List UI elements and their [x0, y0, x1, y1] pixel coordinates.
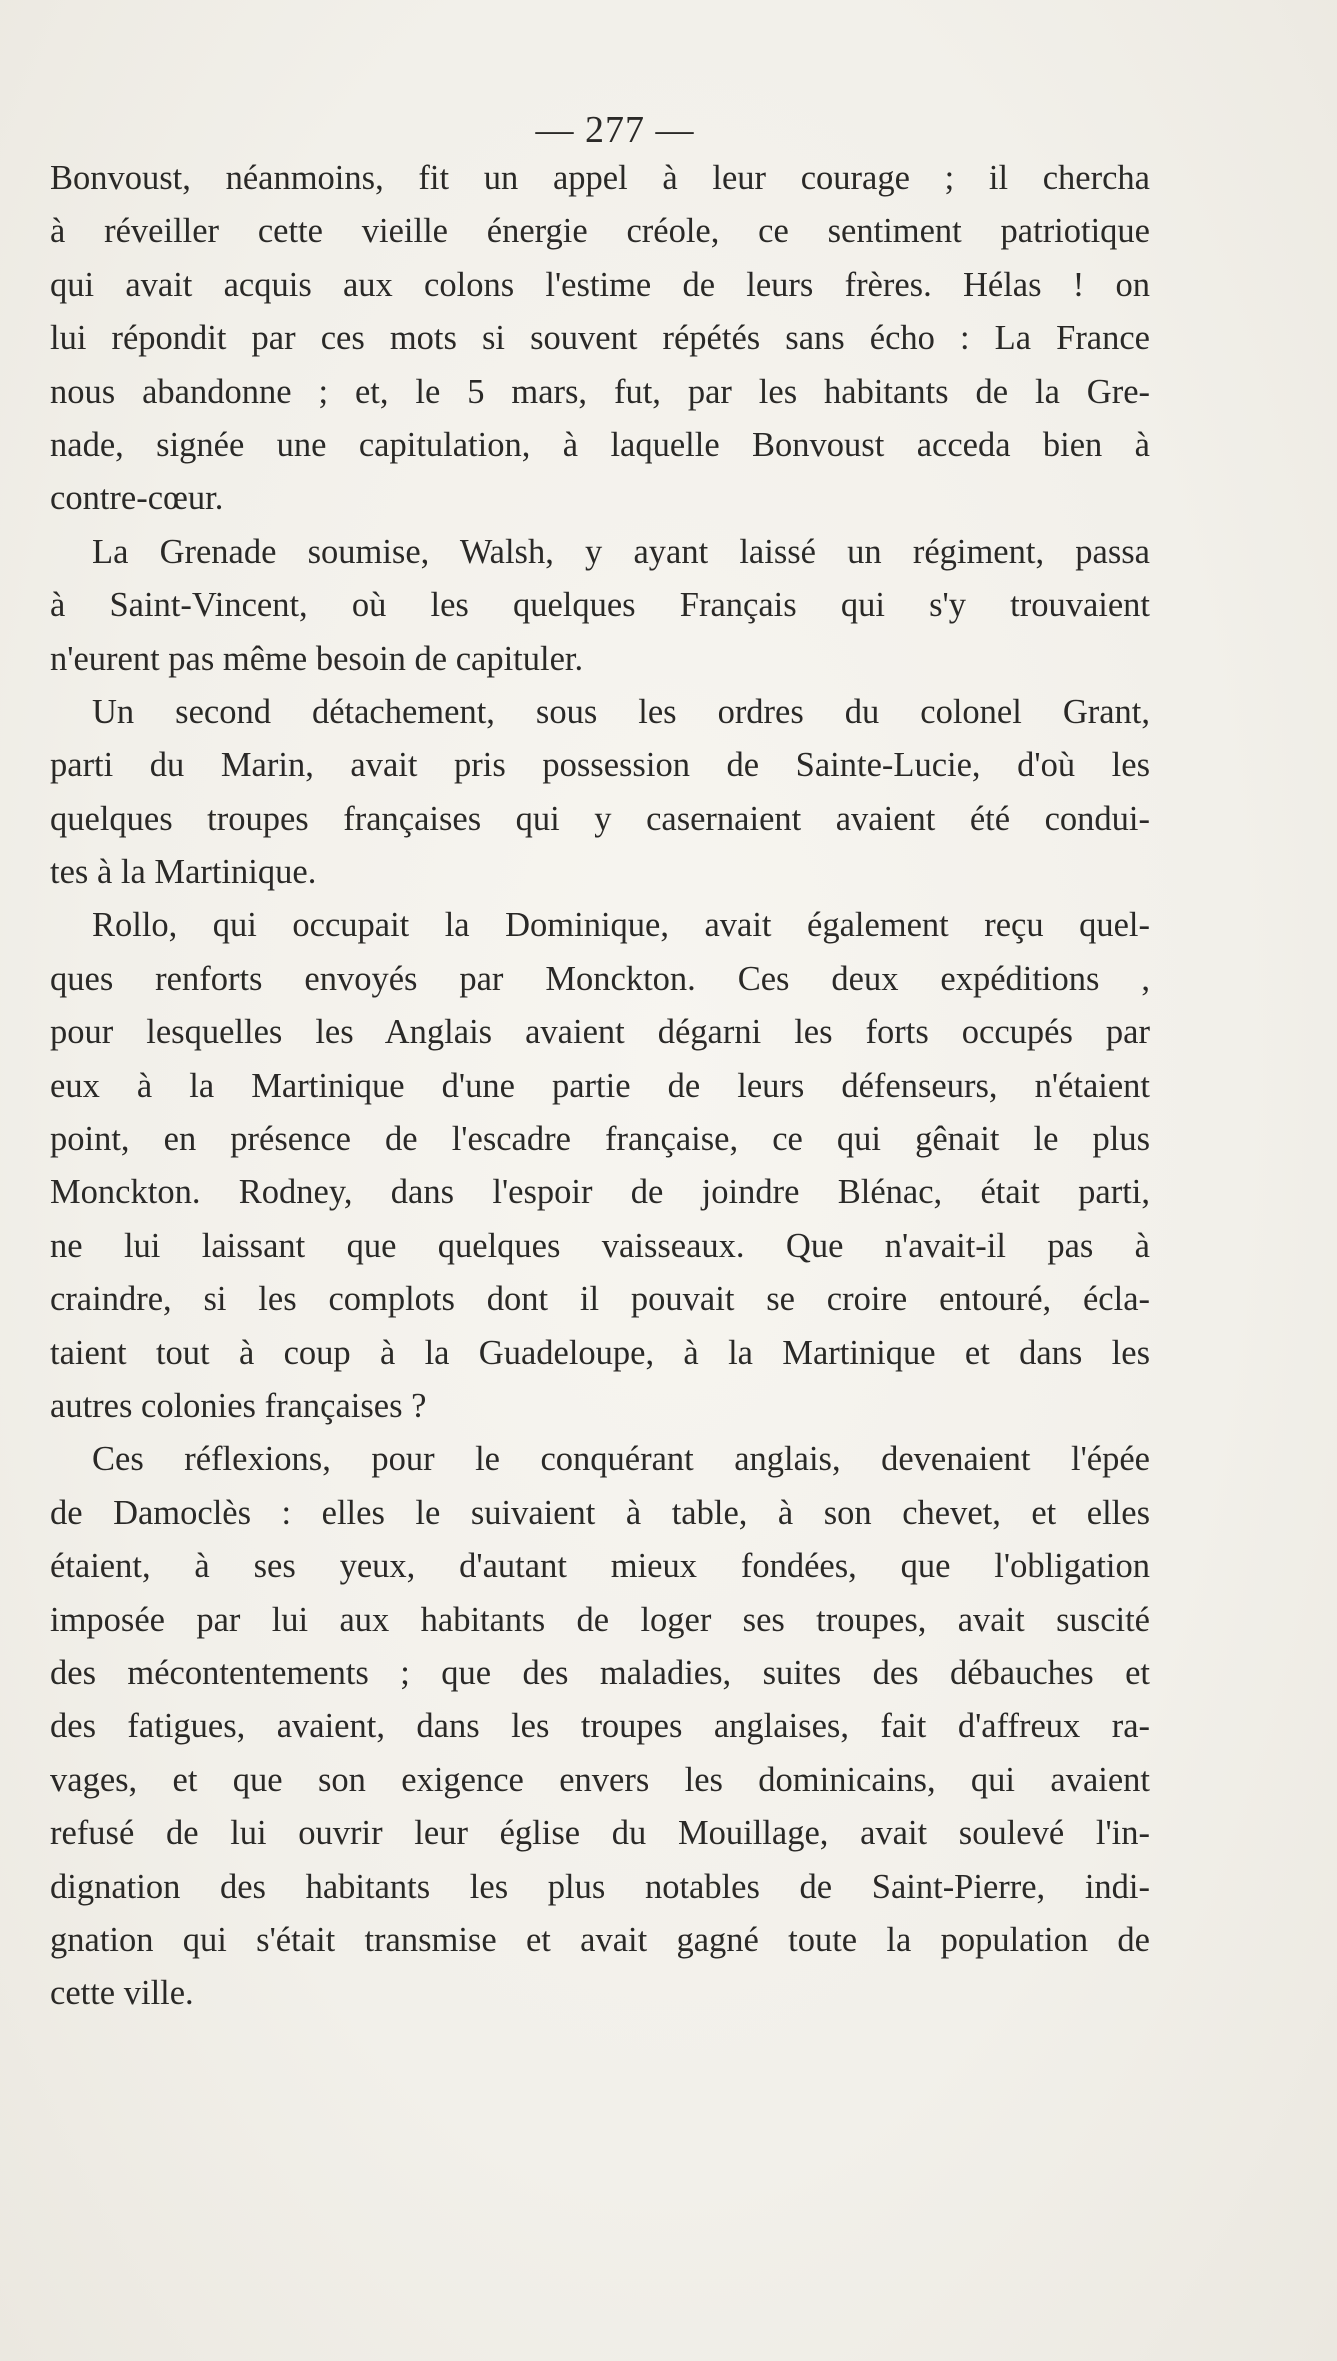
text-line: de Damoclès : elles le suivaient à table, à son chevet, et elles: [50, 1493, 1150, 1532]
paragraph-5: [50, 1433, 1150, 2020]
text-line: ne lui laissant que quelques vaisseaux. Que n'avait-il pas à: [50, 1226, 1150, 1265]
text-line: taient tout à coup à la Guadeloupe, à la Martinique et dans les: [50, 1333, 1150, 1372]
paragraph-4: [50, 899, 1150, 1433]
text-line: point, en présence de l'escadre française, ce qui gênait le plus: [50, 1120, 1150, 1159]
text-line: Rollo, qui occupait la Dominique, avait également reçu quel-: [92, 906, 1150, 945]
text-line: nade, signée une capitulation, à laquelle Bonvoust acceda bien à: [50, 425, 1150, 464]
text-line: quelques troupes françaises qui y casernaient avaient été condui-: [50, 799, 1150, 838]
paragraph-3: [50, 686, 1150, 900]
text-line: Monckton. Rodney, dans l'espoir de joindre Blénac, était parti,: [50, 1173, 1150, 1212]
text-line: gnation qui s'était transmise et avait gagné toute la population de: [50, 1920, 1150, 1959]
text-line: eux à la Martinique d'une partie de leurs défenseurs, n'étaient: [50, 1066, 1150, 1105]
text-line: dignation des habitants les plus notables de Saint-Pierre, indi-: [50, 1867, 1150, 1906]
text-line: imposée par lui aux habitants de loger ses troupes, avait suscité: [50, 1600, 1150, 1639]
text-line: vages, et que son exigence envers les dominicains, qui avaient: [50, 1760, 1150, 1799]
text-line: Ces réflexions, pour le conquérant anglais, devenaient l'épée: [92, 1440, 1150, 1479]
text-line: contre-cœur.: [50, 479, 224, 518]
text-line: Bonvoust, néanmoins, fit un appel à leur courage ; il chercha: [50, 159, 1150, 197]
text-line: autres colonies françaises ?: [50, 1386, 427, 1425]
text-line: étaient, à ses yeux, d'autant mieux fondées, que l'obligation: [50, 1547, 1150, 1586]
text-line: qui avait acquis aux colons l'estime de leurs frères. Hélas ! on: [50, 265, 1150, 304]
text-line: parti du Marin, avait pris possession de Sainte-Lucie, d'où les: [50, 746, 1150, 785]
paragraph-2: [50, 526, 1150, 686]
text-line: cette ville.: [50, 1974, 194, 2013]
text-line: craindre, si les complots dont il pouvait se croire entouré, écla-: [50, 1280, 1150, 1319]
body-text: [50, 152, 1150, 2021]
paragraph-1: [50, 152, 1150, 526]
text-line: pour lesquelles les Anglais avaient dégarni les forts occupés par: [50, 1013, 1150, 1052]
text-line: refusé de lui ouvrir leur église du Mouillage, avait soulevé l'in-: [50, 1814, 1150, 1853]
text-line: à Saint-Vincent, où les quelques Français qui s'y trouvaient: [50, 586, 1150, 625]
text-line: Un second détachement, sous les ordres du colonel Grant,: [92, 692, 1150, 731]
page-number: — 277 —: [535, 109, 695, 151]
text-line: des mécontentements ; que des maladies, suites des débauches et: [50, 1653, 1150, 1692]
text-line: des fatigues, avaient, dans les troupes anglaises, fait d'affreux ra-: [50, 1707, 1150, 1746]
text-line: La Grenade soumise, Walsh, y ayant laissé un régiment, passa: [92, 532, 1150, 571]
text-line: tes à la Martinique.: [50, 853, 317, 892]
text-line: lui répondit par ces mots si souvent répétés sans écho : La France: [50, 319, 1150, 358]
text-line: à réveiller cette vieille énergie créole, ce sentiment patriotique: [50, 212, 1150, 251]
text-line: ques renforts envoyés par Monckton. Ces deux expéditions ,: [50, 959, 1150, 998]
text-line: nous abandonne ; et, le 5 mars, fut, par les habitants de la Gre-: [50, 372, 1150, 411]
text-line: n'eurent pas même besoin de capituler.: [50, 639, 584, 678]
